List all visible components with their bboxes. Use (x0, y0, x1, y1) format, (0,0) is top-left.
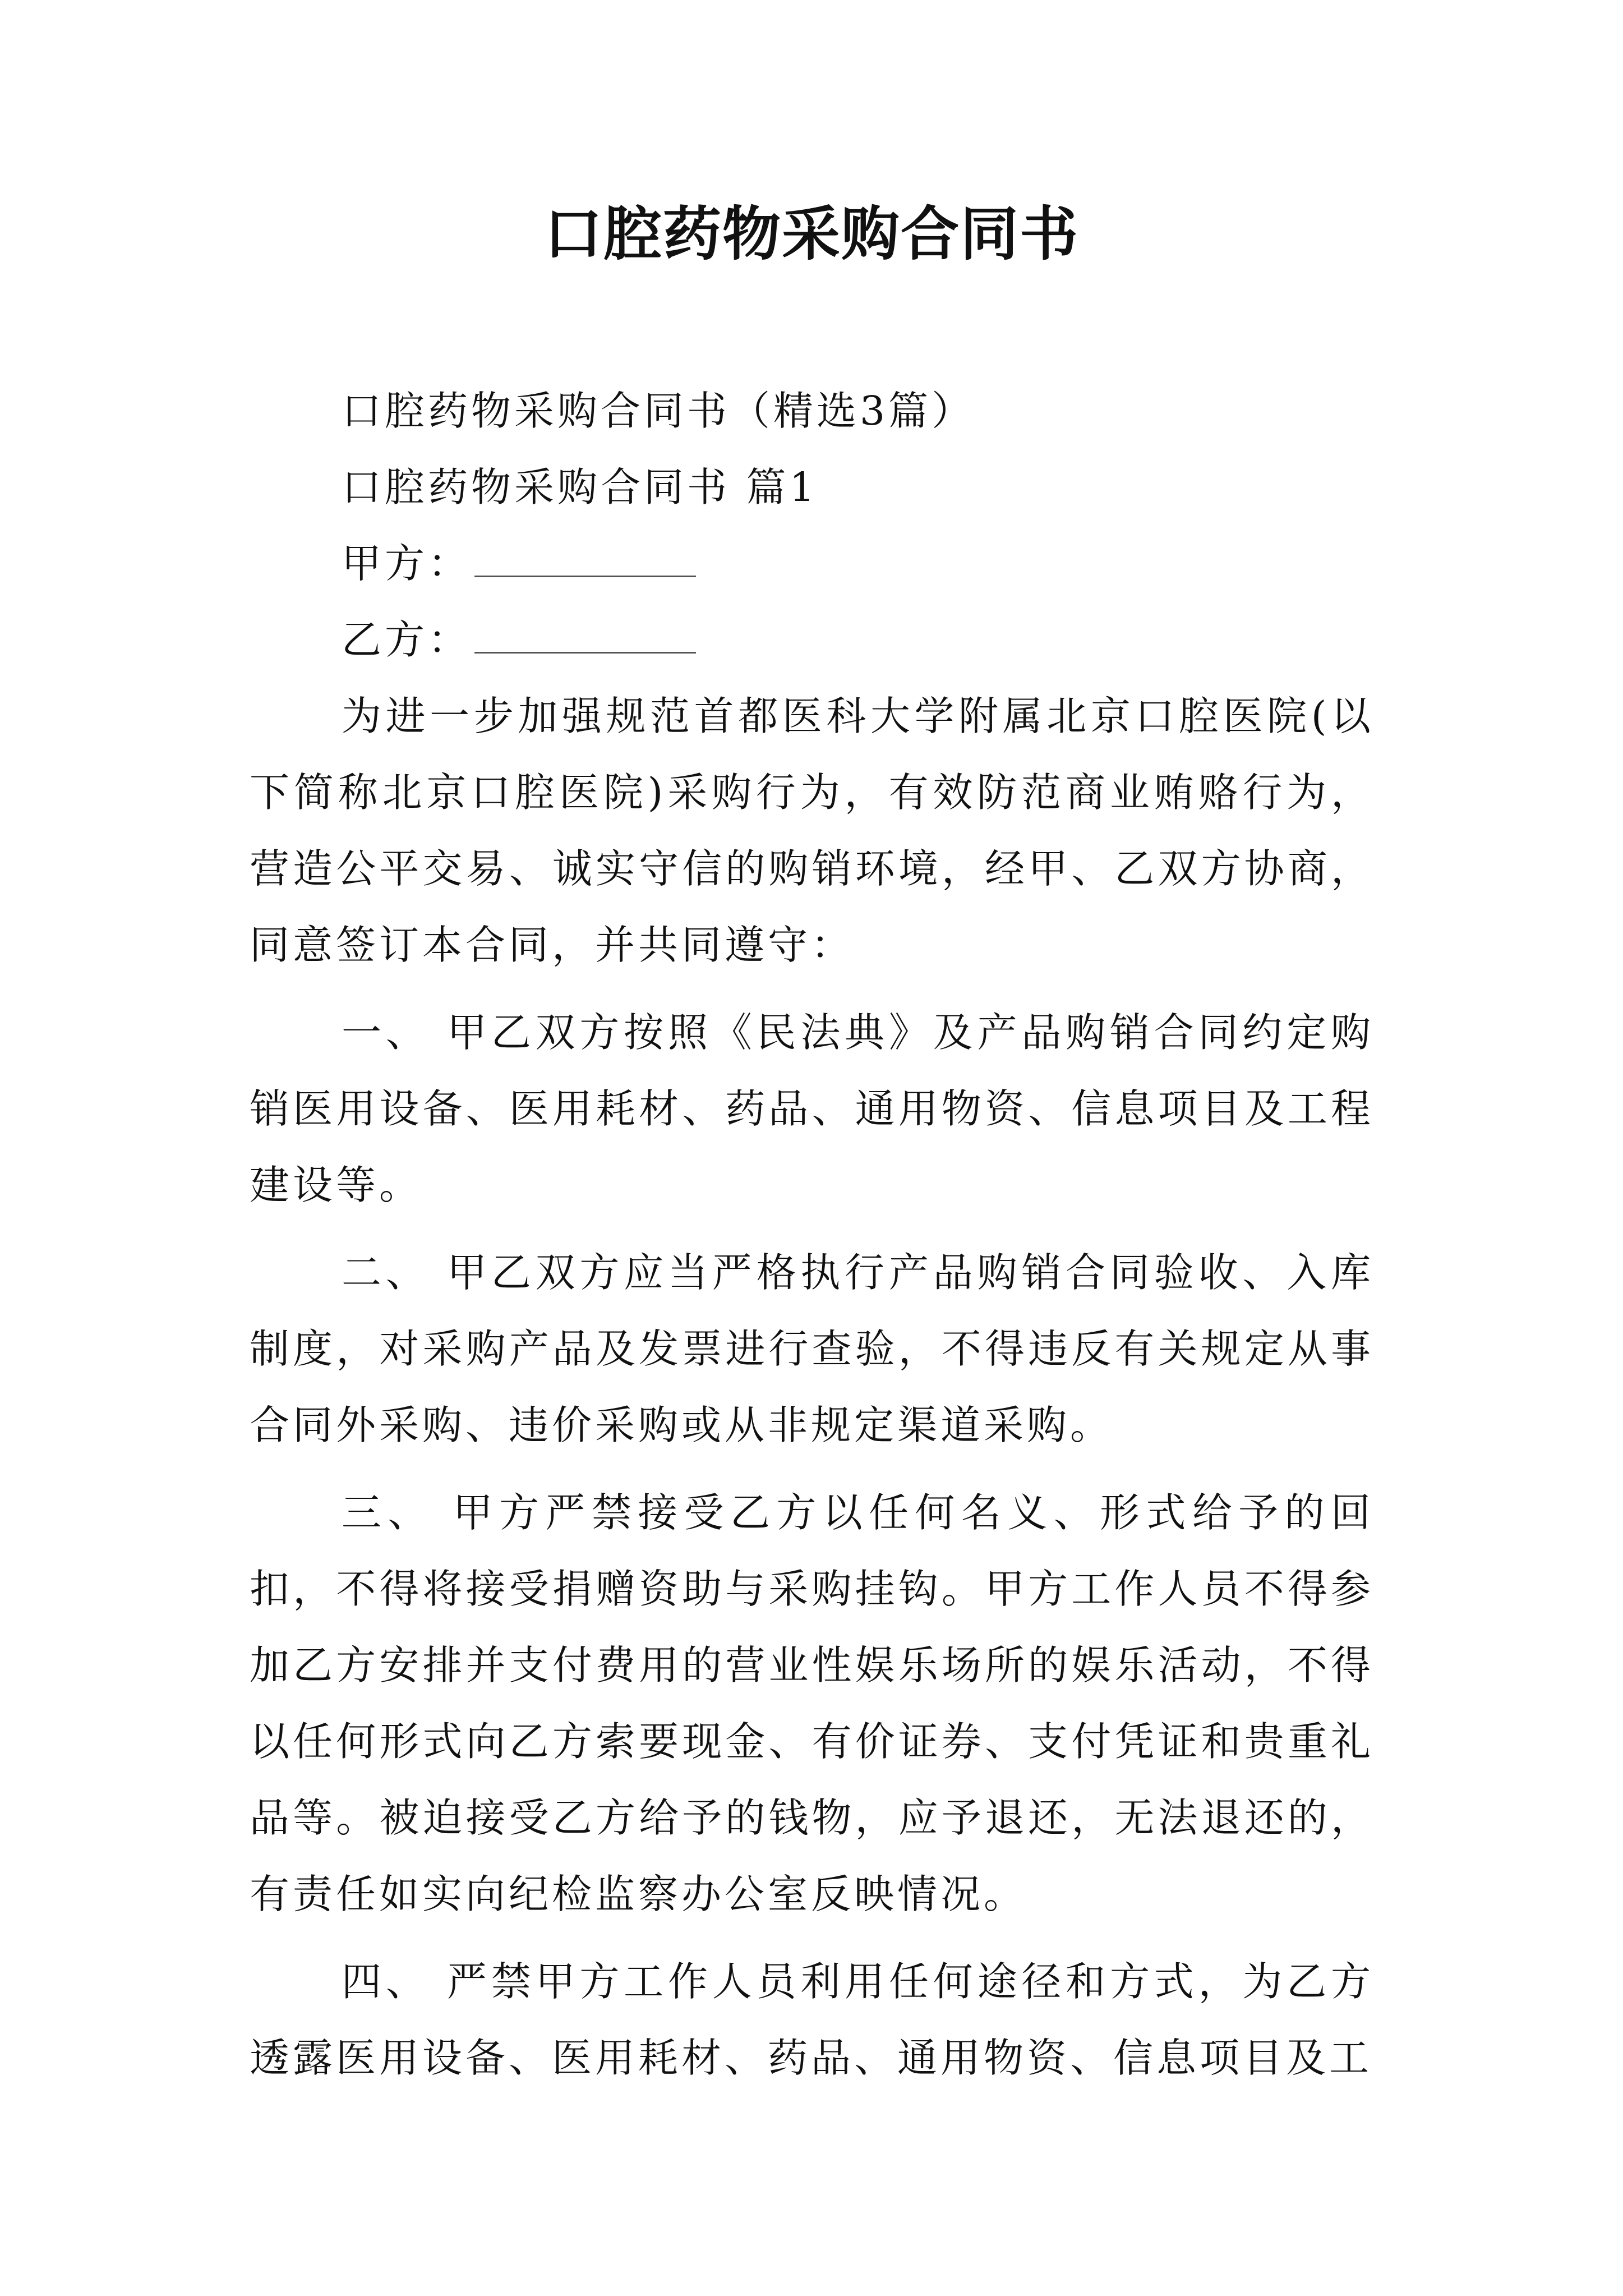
intro-paragraph: 为进一步加强规范首都医科大学附属北京口腔医院(以下简称北京口腔医院)采购行为，有效防范商业贿赂行为，营造公平交易、诚实守信的购销环境，经甲、乙双方协商，同意签订本合同，并共同遵守： (250, 693, 1374, 968)
party-b-line (250, 602, 1374, 678)
document-body (250, 373, 1374, 2096)
document-subtitle: 口腔药物采购合同书（精选3篇） (342, 388, 975, 434)
document-title: 口腔药物采购合同书 (543, 199, 1079, 268)
party-a-blank (474, 544, 696, 577)
party-b-label: 乙方： (342, 616, 472, 663)
party-b-blank (474, 620, 696, 654)
clause-1: 一、 甲乙双方按照《民法典》及产品购销合同约定购销医用设备、医用耗材、药品、通用物资、信息项目及工程建设等。 (250, 1009, 1374, 1208)
section-heading: 口腔药物采购合同书 篇1 (342, 464, 818, 510)
clause-2: 二、 甲乙双方应当严格执行产品购销合同验收、入库制度，对采购产品及发票进行查验，不得违反有关规定从事合同外采购、违价采购或从非规定渠道采购。 (250, 1249, 1374, 1448)
clause-3: 三、 甲方严禁接受乙方以任何名义、形式给予的回扣，不得将接受捐赠资助与采购挂钩。甲方工作人员不得参加乙方安排并支付费用的营业性娱乐场所的娱乐活动，不得以任何形式向乙方索要现金、有价证券、支付凭证和贵重礼品等。被迫接受乙方给予的钱物，应予退还，无法退还的，有责任如实向纪检监察办公室反映情况。 (250, 1489, 1374, 1917)
clause-4: 四、 严禁甲方工作人员利用任何途径和方式，为乙方透露医用设备、医用耗材、药品、通用物资、信息项目及工 (250, 1958, 1374, 2081)
party-a-line (250, 526, 1374, 602)
party-a-label: 甲方： (342, 540, 472, 587)
